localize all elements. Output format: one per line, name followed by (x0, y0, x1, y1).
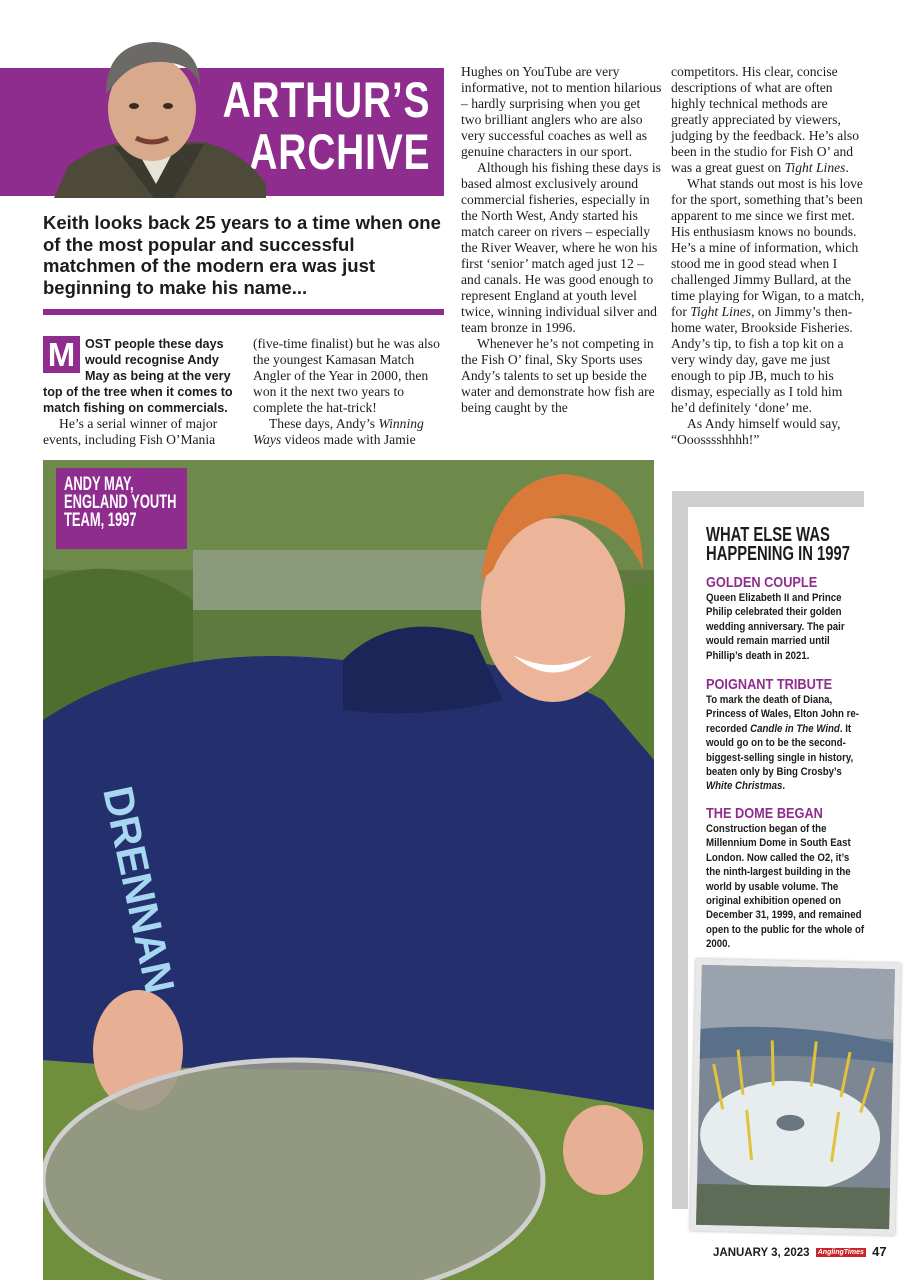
article-paragraph: Hughes on YouTube are very informative, not to mention hilarious – hardly surprising when you get two brilliant anglers who are also very successful coaches as well as genuine characters in our sport. (461, 64, 662, 159)
article-lead: OST people these days would recognise Andy May as being at the very top of the tree when it comes to match fishing on commercials. (43, 337, 233, 415)
publication-logo: AnglingTimes (817, 1249, 864, 1257)
article-paragraph: competitors. His clear, concise descriptions of what are often highly technical methods are greatly appreciated by viewers, judging by the feedback. He’s also been in the studio for Fish O’ and was a great guest on Tight Lines. (671, 64, 859, 175)
article-column-3 (461, 64, 663, 416)
article-paragraph: Although his fishing these days is based almost exclusively around commercial fisheries, especially in the North West, Andy started his match career on rivers – especially the River Weaver, where he won his first ‘senior’ match aged just 12 – and canals. He was good enough to represent England at youth level twice, winning individual silver and team bronze in 1996. (461, 160, 661, 335)
article-paragraph: These days, Andy’s Winning Ways videos made with Jamie (253, 416, 424, 447)
jacket-logo: DRENNAN (94, 782, 184, 998)
sidebar-frame-left (672, 491, 688, 1209)
standfirst: Keith looks back 25 years to a time when one of the most popular and successful matchmen of the modern era was just beginning to make his name... (43, 212, 441, 298)
article-paragraph: What stands out most is his love for the sport, something that’s been apparent to me since we first met. His enthusiasm knows no bounds. He’s a mine of information, which stood me in good stead when I challenged Jimmy Bullard, at the time playing for Wigan, to a match, for Tight Lines, on Jimmy’s then-home water, Brookside Fisheries. Andy’s tip, to fish a top kit on a very windy day, gave me just enough to pip JB, much to his dismay, especially as I told him he’d definitely ‘done’ me. (671, 176, 865, 415)
columnist-portrait (54, 34, 266, 198)
page-title: ARTHUR’S ARCHIVE (222, 72, 430, 180)
article-paragraph: As Andy himself would say, “Ooosssshhhh!” (671, 416, 841, 447)
article-paragraph: (five-time finalist) but he was also the youngest Kamasan Match Angler of the Year in 2000, then won it the next two years to complete the hat-trick! (253, 336, 440, 415)
article-column-1 (43, 336, 233, 448)
article-paragraph: Whenever he’s not competing in the Fish O’ final, Sky Sports uses Andy’s talents to set up beside the water and demonstrate how fish are being caught by the (461, 336, 655, 415)
issue-date: JANUARY 3, 2023 (713, 1247, 810, 1259)
dome-photo (690, 959, 901, 1236)
article-paragraph: He’s a serial winner of major events, including Fish O’Mania (43, 416, 218, 447)
page-number: 47 (872, 1244, 887, 1259)
article-column-2 (253, 336, 443, 448)
article-column-4 (671, 64, 867, 448)
sidebar-frame-top (672, 491, 864, 507)
sidebar-item: POIGNANT TRIBUTE To mark the death of Diana, Princess of Wales, Elton John re-recorded Candle in The Wind. It would go on to be the second-biggest-selling single in history, beaten only by Bing Crosby’s White Christmas. (706, 676, 859, 793)
photo-caption: ANDY MAY, ENGLAND YOUTH TEAM, 1997 (56, 468, 187, 549)
page-footer (713, 1244, 887, 1259)
sidebar-item: THE DOME BEGAN Construction began of the Millennium Dome in South East London. Now called the O2, it’s the ninth-largest building in the world by usable volume. The original exhibition opened on December 31, 1999, and remained open to the public for the whole of 2000. (706, 805, 865, 951)
drop-cap: M (43, 336, 80, 373)
main-photo (43, 460, 654, 1280)
divider-rule (43, 309, 444, 315)
sidebar-heading: WHAT ELSE WAS HAPPENING IN 1997 (706, 524, 850, 565)
sidebar-item: GOLDEN COUPLE Queen Elizabeth II and Prince Philip celebrated their golden wedding anniversary. The pair would remain married until Phillip’s death in 2021. (706, 574, 845, 662)
